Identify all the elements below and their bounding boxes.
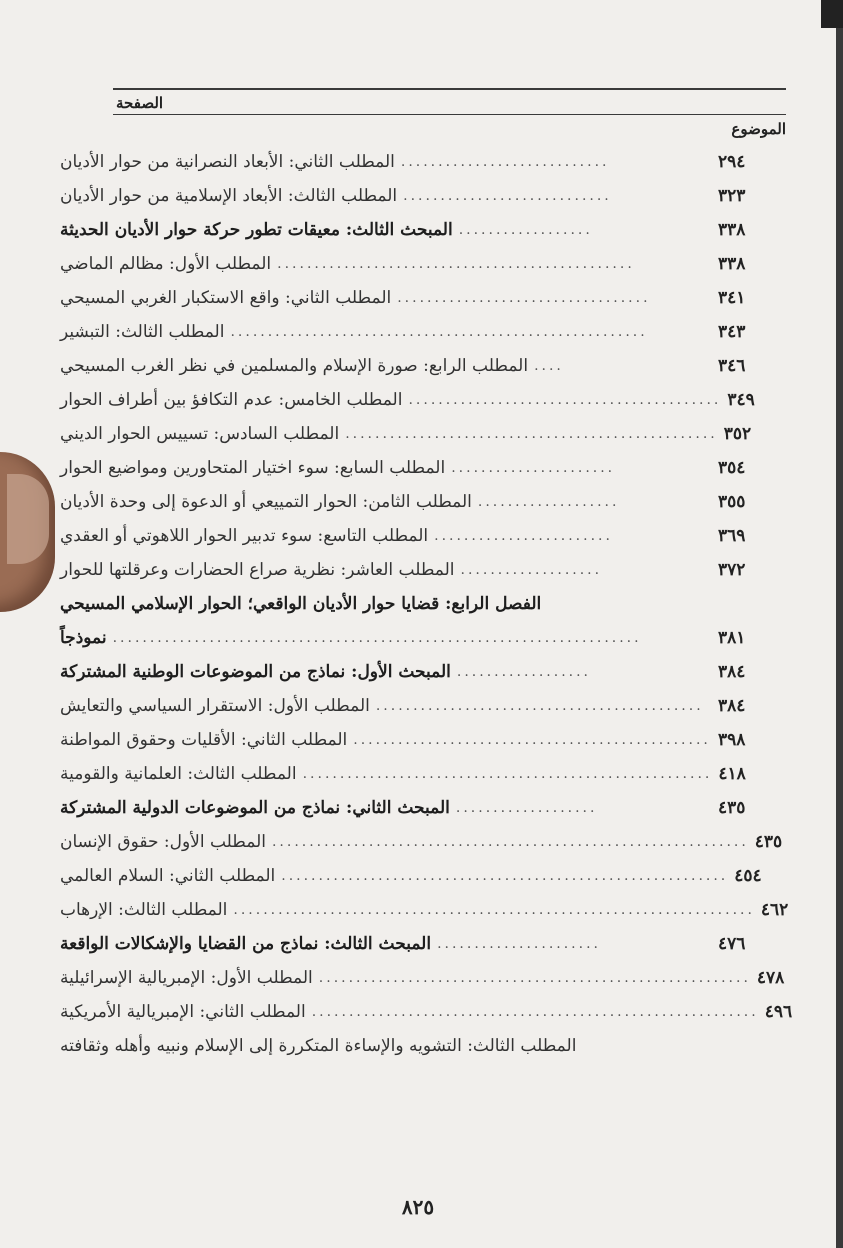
toc-entry (60, 247, 788, 281)
toc-entry-page: ٣٣٨ (718, 254, 746, 274)
toc-entry-page: ٣٤٦ (718, 356, 746, 376)
toc-entry (60, 485, 788, 519)
toc-leader-dots: ............................................................ (281, 868, 729, 884)
toc-entry-title: المطلب الثاني: الإمبريالية الأمريكية (60, 1002, 306, 1022)
toc-leader-dots: ................................................ (277, 256, 635, 272)
toc-entry-page: ٣٤٩ (727, 390, 755, 410)
toc-entry (60, 655, 788, 689)
toc-entry (60, 791, 788, 825)
toc-leader-dots: ....................................................... (302, 766, 713, 782)
header-rule (113, 88, 786, 90)
toc-entry-page: ٣٨١ (718, 628, 746, 648)
table-of-contents (60, 145, 793, 1063)
background-corner (821, 0, 843, 28)
toc-entry-title: المبحث الأول: نماذج من الموضوعات الوطنية المشتركة (60, 662, 451, 682)
toc-entry-page: ٤٣٥ (754, 832, 783, 852)
toc-entry-title: المطلب الثاني: الأبعاد النصرانية من حوار الأديان (60, 152, 395, 172)
page-number: ٨٢٥ (401, 1195, 435, 1219)
toc-entry (60, 553, 788, 587)
toc-leader-dots: ............................ (400, 154, 610, 170)
toc-entry (60, 961, 788, 995)
toc-entry (60, 145, 788, 179)
thumbnail-nail (7, 474, 49, 564)
toc-entry-page: ٤٦٢ (760, 900, 789, 920)
toc-leader-dots: ................... (455, 800, 598, 816)
toc-entry-page: ٣٥٤ (718, 458, 746, 478)
toc-entry (60, 315, 788, 349)
toc-entry-page: ٣٦٩ (718, 526, 746, 546)
toc-leader-dots: ...................... (437, 936, 601, 952)
toc-leader-dots: ........................ (434, 528, 613, 544)
toc-entry (60, 519, 788, 553)
toc-entry (60, 179, 788, 213)
toc-leader-dots: .......................................................... (318, 970, 751, 986)
toc-entry (60, 383, 788, 417)
toc-entry-page: ٣٢٣ (718, 186, 746, 206)
toc-entry-page: ٣٥٥ (718, 492, 746, 512)
page-column-label: الصفحة (116, 94, 164, 112)
toc-leader-dots: ...................................................................... (233, 902, 755, 918)
toc-leader-dots: .................................. (397, 290, 651, 306)
toc-entry-title: المطلب الثاني: واقع الاستكبار الغربي المسيحي (60, 288, 392, 308)
toc-entry-title: المطلب الثامن: الحوار التمييعي أو الدعوة إلى وحدة الأديان (60, 492, 472, 512)
toc-entry-title: المبحث الثالث: نماذج من القضايا والإشكالات الواقعة (60, 934, 432, 954)
toc-leader-dots: ................... (460, 562, 603, 578)
toc-entry (60, 281, 788, 315)
toc-entry (60, 995, 793, 1029)
toc-entry (60, 689, 788, 723)
toc-entry-page: ٤٧٨ (756, 968, 785, 988)
toc-entry (60, 349, 788, 383)
toc-entry-page: ٤٥٤ (734, 866, 762, 886)
toc-leader-dots: ...................... (451, 460, 616, 476)
toc-entry (60, 825, 788, 859)
toc-entry-page: ٣٩٨ (718, 730, 746, 750)
toc-leader-dots: .................. (458, 222, 593, 238)
toc-entry (60, 859, 788, 893)
toc-entry-page: ٣٤١ (718, 288, 746, 308)
toc-entry-page: ٣٧٢ (718, 560, 746, 580)
toc-leader-dots: .................. (456, 664, 591, 680)
toc-entry-title: المطلب الأول: مظالم الماضي (60, 254, 272, 274)
toc-entry (60, 417, 788, 451)
toc-entry-title: المطلب التاسع: سوء تدبير الحوار اللاهوتي أو العقدي (60, 526, 429, 546)
toc-entry-title: المطلب الثاني: الأقليات وحقوق المواطنة (60, 730, 348, 750)
toc-entry (60, 757, 788, 791)
toc-entry-title: المطلب الرابع: صورة الإسلام والمسلمين في نظر الغرب المسيحي (60, 356, 529, 376)
topic-column-label: الموضوع (731, 120, 786, 138)
toc-leader-dots: .................................................. (345, 426, 718, 442)
toc-entry-title: المطلب الأول: الإمبريالية الإسرائيلية (60, 968, 313, 988)
toc-entry (60, 621, 788, 655)
toc-entry-title: نموذجاً (60, 628, 107, 648)
toc-entry-page: ٤٣٥ (718, 798, 746, 818)
toc-entry-page: ٣٤٣ (718, 322, 746, 342)
toc-entry-page: ٣٥٢ (723, 424, 752, 444)
toc-leader-dots: ................................................ (353, 732, 711, 748)
toc-entry-title: المطلب الثاني: السلام العالمي (60, 866, 276, 886)
toc-entry-page: ٣٨٤ (718, 662, 746, 682)
toc-entry-page: ٤٩٦ (764, 1002, 793, 1022)
toc-entry-title: المبحث الثاني: نماذج من الموضوعات الدولية المشتركة (60, 798, 450, 818)
toc-entry-page: ٣٣٨ (718, 220, 746, 240)
toc-leader-dots: ............................ (403, 188, 612, 204)
toc-leader-dots: ................................................................ (271, 834, 749, 850)
toc-entry-title: المطلب الثالث: العلمانية والقومية (60, 764, 297, 784)
toc-entry-page: ٤٧٦ (718, 934, 746, 954)
toc-entry (60, 451, 788, 485)
toc-leader-dots: ........................................................ (230, 324, 648, 340)
toc-leader-dots: ............................................................ (311, 1004, 759, 1020)
toc-leader-dots: ................... (477, 494, 620, 510)
toc-entry (60, 213, 788, 247)
toc-entry-title: المطلب الأول: حقوق الإنسان (60, 832, 266, 852)
toc-entry-title: المطلب السادس: تسييس الحوار الديني (60, 424, 340, 444)
toc-entry (60, 723, 788, 757)
toc-entry (60, 893, 788, 927)
toc-entry-title: المطلب الثالث: التشويه والإساءة المتكررة إلى الإسلام ونبيه وأهله وثقافته (60, 1036, 577, 1056)
header-divider (113, 114, 786, 115)
toc-entry-title: المطلب الثالث: التبشير (60, 322, 225, 342)
toc-entry-title: الفصل الرابع: قضايا حوار الأديان الواقعي؛ الحوار الإسلامي المسيحي (60, 594, 542, 614)
toc-entry (60, 1029, 788, 1063)
toc-entry-page: ٣٨٤ (718, 696, 746, 716)
toc-entry-title: المطلب الثالث: الأبعاد الإسلامية من حوار الأديان (60, 186, 398, 206)
toc-leader-dots: ....................................................................... (112, 630, 642, 646)
toc-entry-title: المطلب العاشر: نظرية صراع الحضارات وعرقلتها للحوار (60, 560, 455, 580)
toc-entry-title: المطلب الثالث: الإرهاب (60, 900, 228, 920)
toc-entry-title: المطلب الخامس: عدم التكافؤ بين أطراف الحوار (60, 390, 403, 410)
toc-leader-dots: .......................................... (408, 392, 722, 408)
toc-leader-dots: .... (534, 358, 564, 374)
toc-entry (60, 927, 788, 961)
toc-entry (60, 587, 788, 621)
toc-entry-page: ٤١٨ (718, 764, 746, 784)
toc-entry-title: المبحث الثالث: معيقات تطور حركة حوار الأديان الحديثة (60, 220, 453, 240)
toc-entry-title: المطلب الأول: الاستقرار السياسي والتعايش (60, 696, 370, 716)
toc-entry-page: ٢٩٤ (718, 152, 746, 172)
toc-entry-title: المطلب السابع: سوء اختيار المتحاورين ومواضيع الحوار (60, 458, 446, 478)
toc-leader-dots: ............................................ (375, 698, 704, 714)
